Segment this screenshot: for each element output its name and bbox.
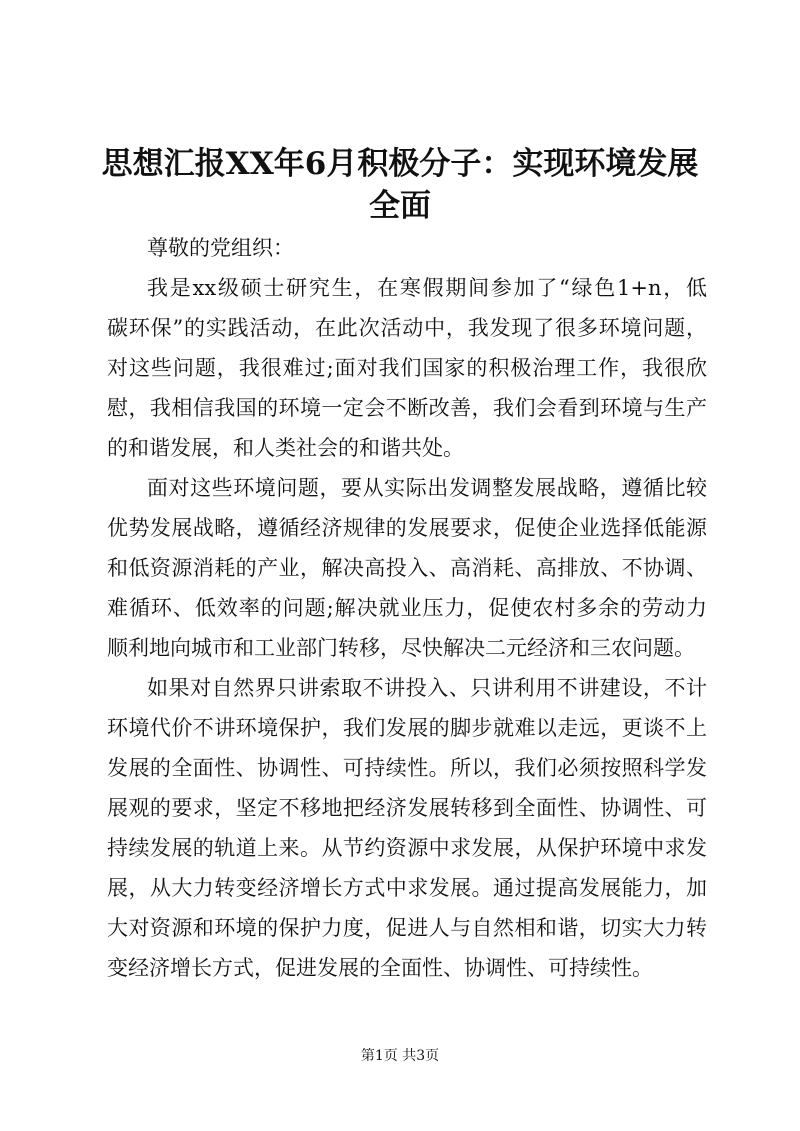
- paragraph-line: 如果对自然界只讲索取不讲投入、只讲利用不讲建设，不计: [147, 676, 707, 700]
- page-title-line-2: 全面: [369, 188, 431, 224]
- paragraph-line: 和低资源消耗的产业，解决高投入、高消耗、高排放、不协调、: [107, 556, 707, 580]
- paragraph-line: 的和谐发展，和人类社会的和谐共处。: [107, 436, 464, 460]
- page-title-line-1: 思想汇报XX年6月积极分子：实现环境发展: [101, 146, 699, 182]
- paragraph-line: 展，从大力转变经济增长方式中求发展。通过提高发展能力，加: [107, 876, 707, 900]
- paragraph-line: 对这些问题，我很难过;面对我们国家的积极治理工作，我很欣: [107, 356, 707, 380]
- paragraph-line: 顺利地向城市和工业部门转移，尽快解决二元经济和三农问题。: [107, 636, 695, 660]
- page-footer: 第1页 共3页: [360, 1048, 440, 1064]
- paragraph-line: 慰，我相信我国的环境一定会不断改善，我们会看到环境与生产: [107, 396, 707, 420]
- paragraph-line: 持续发展的轨道上来。从节约资源中求发展，从保护环境中求发: [107, 836, 707, 860]
- paragraph-line: 面对这些环境问题，要从实际出发调整发展战略，遵循比较: [147, 476, 707, 500]
- paragraph-line: 我是xx级硕士研究生，在寒假期间参加了“绿色1+n，低: [147, 276, 707, 300]
- paragraph-line: 难循环、低效率的问题;解决就业压力，促使农村多余的劳动力: [107, 596, 707, 620]
- paragraph-line: 展观的要求，坚定不移地把经济发展转移到全面性、协调性、可: [107, 796, 707, 820]
- paragraph-line: 变经济增长方式，促进发展的全面性、协调性、可持续性。: [107, 956, 653, 980]
- paragraph-line: 优势发展战略，遵循经济规律的发展要求，促使企业选择低能源: [107, 516, 707, 540]
- salutation: 尊敬的党组织：: [147, 236, 294, 260]
- paragraph-line: 大对资源和环境的保护力度，促进人与自然相和谐，切实大力转: [107, 916, 707, 940]
- paragraph-line: 环境代价不讲环境保护，我们发展的脚步就难以走远，更谈不上: [107, 716, 707, 740]
- paragraph-line: 发展的全面性、协调性、可持续性。所以，我们必须按照科学发: [107, 756, 707, 780]
- paragraph-line: 碳环保”的实践活动，在此次活动中，我发现了很多环境问题，: [107, 316, 707, 340]
